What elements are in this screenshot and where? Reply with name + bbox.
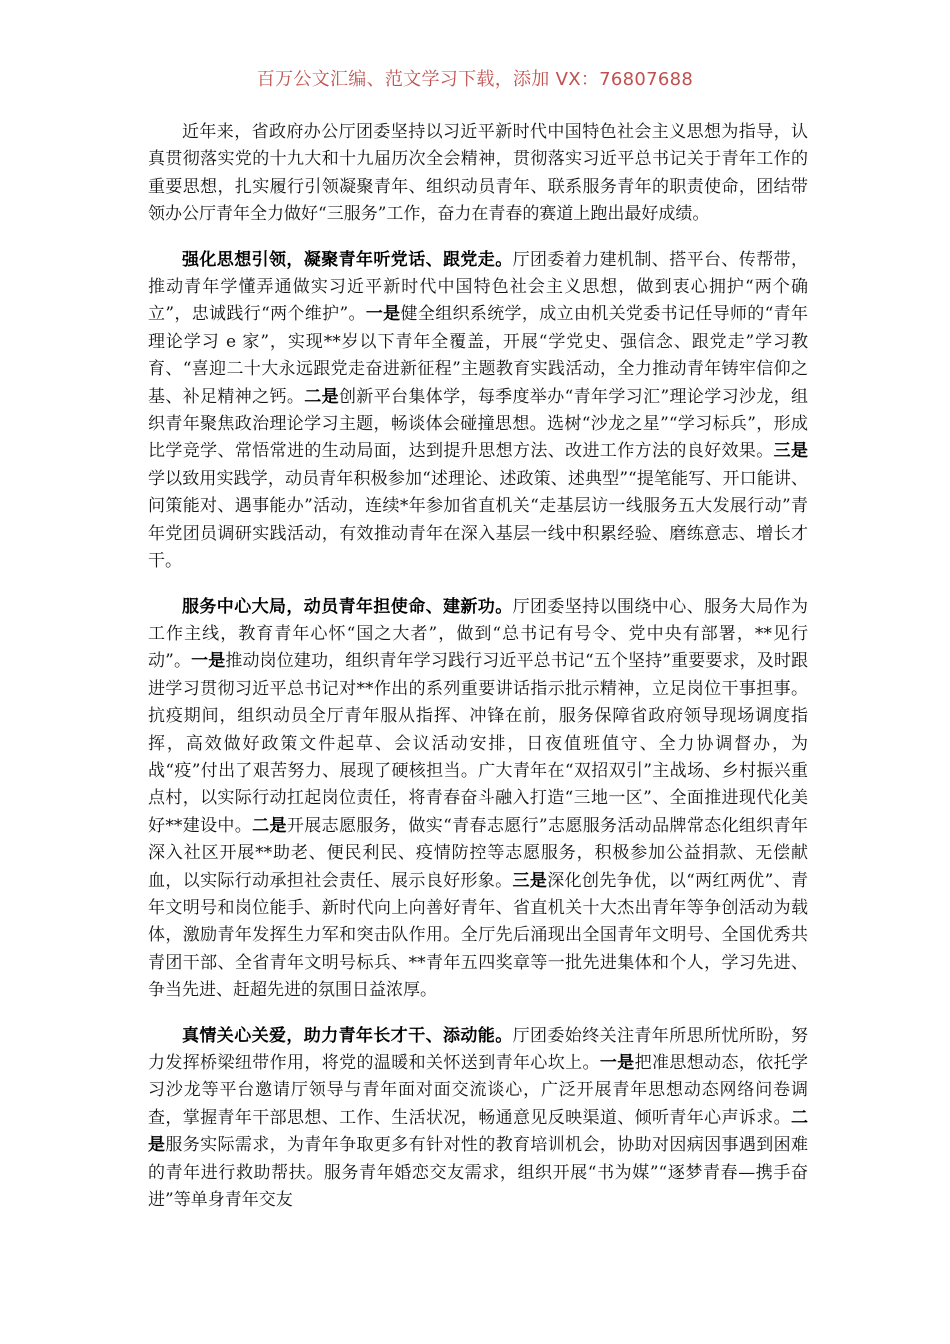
- paragraph-intro: [148, 119, 808, 229]
- document-body: [148, 119, 808, 1232]
- body-text: 创新平台集体学，每季度举办“青年学习汇”理论学习沙龙，组织青年聚焦政治理论学习主题，畅谈体会碰撞思想。选树“沙龙之星”“学习标兵”，形成比学竞学、常悟常进的生动局面，达到提升思想方法、改进工作方法的良好效果。: [148, 386, 809, 462]
- paragraph-care-youth: [148, 1023, 808, 1215]
- bold-lead-text: 一是: [599, 1053, 635, 1073]
- bold-lead-text: 服务中心大局，动员青年担使命、建新功。: [182, 596, 513, 617]
- body-text: 厅团委坚持以围绕中心、服务大局作为工作主线，教育青年心怀“国之大者”，做到“总书记有号令、党中央有部署，**见行动”。: [148, 596, 809, 672]
- bold-lead-text: 一是: [365, 304, 401, 325]
- bold-lead-text: 二是: [148, 1107, 808, 1156]
- bold-lead-text: 二是: [304, 386, 339, 407]
- body-text: 深化创先争优，以“两红两优”、青年文明号和岗位能手、新时代向上向善好青年、省直机关十大杰出青年等争创活动为载体，激励青年发挥生力军和突击队作用。全厅先后涌现出全国青年文明号、全国优秀共青团干部、全省青年文明号标兵、**青年五四奖章等一批先进集体和个人，学习先进、争当先进、赶超先进的氛围日益浓厚。: [148, 870, 809, 1001]
- bold-lead-text: 三是: [512, 870, 548, 891]
- body-text: 服务实际需求，为青年争取更多有针对性的教育培训机会，协助对因病因事遇到困难的青年进行救助帮扶。服务青年婚恋交友需求，组织开展“书为媒”“逐梦青春—携手奋进”等单身青年交友: [148, 1135, 809, 1211]
- body-text: 开展志愿服务，做实“青春志愿行”志愿服务活动品牌常态化组织青年深入社区开展**助老、便民利民、疫情防控等志愿服务，积极参加公益捐款、无偿献血，以实际行动承担社会责任、展示良好形象。: [148, 815, 808, 891]
- body-text: 厅团委着力建机制、搭平台、传帮带，推动青年学懂弄通做实习近平新时代中国特色社会主义思想，做到衷心拥护“两个确立”，忠诚践行“两个维护”。: [148, 249, 809, 325]
- body-text: 近年来，省政府办公厅团委坚持以习近平新时代中国特色社会主义思想为指导，认真贯彻落实党的十九大和十九届历次全会精神，贯彻落实习近平总书记关于青年工作的重要思想，扎实履行引领凝聚青年、组织动员青年、联系服务青年的职责使命，团结带领办公厅青年全力做好“三服务”工作，奋力在青春的赛道上跑出最好成绩。: [148, 122, 808, 225]
- body-text: 推动岗位建功，组织青年学习践行习近平总书记“五个坚持”重要要求，及时跟进学习贯彻习近平总书记对**作出的系列重要讲话指示批示精神，立足岗位干事担事。抗疫期间，组织动员全厅青年服从指挥、冲锋在前，服务保障省政府领导现场调度指挥，高效做好政策文件起草、会议活动安排，日夜值班值守、全力协调督办，为战“疫”付出了艰苦努力、展现了硬核担当。广大青年在“双招双引”主战场、乡村振兴重点村，以实际行动扛起岗位责任，将青春奋斗融入打造“三地一区”、全面推进现代化美好**建设中。: [148, 651, 809, 836]
- bold-lead-text: 一是: [191, 651, 226, 672]
- bold-lead-text: 二是: [252, 815, 287, 836]
- bold-lead-text: 真情关心关爱，助力青年长才干、添动能。: [182, 1025, 513, 1046]
- promo-header: 百万公文汇编、范文学习下载，添加 VX：76807688: [256, 69, 694, 90]
- body-text: 把准思想动态，依托学习沙龙等平台邀请厅领导与青年面对面交流谈心，广泛开展青年思想动态网络问卷调查，掌握青年干部思想、工作、生活状况，畅通意见反映渠道、倾听青年心声诉求。: [148, 1053, 809, 1128]
- body-text: 健全组织系统学，成立由机关党委书记任导师的“青年理论学习 e 家”，实现**岁以下青年全覆盖，开展“学党史、强信念、跟党走”学习教育、“喜迎二十大永远跟党走奋进新征程”主题教育实践活动，全力推动青年铸牢信仰之基、补足精神之钙。: [148, 304, 809, 407]
- paragraph-serve-center: [148, 594, 808, 1005]
- bold-lead-text: 三是: [773, 441, 809, 462]
- body-text: 学以致用实践学，动员青年积极参加“述理论、述政策、述典型”“提笔能写、开口能讲、问策能对、遇事能办”活动，连续*年参加省直机关“走基层访一线服务五大发展行动”青年党团员调研实践活动，有效推动青年在深入基层一线中积累经验、磨练意志、增长才干。: [148, 468, 808, 572]
- body-text: 厅团委始终关注青年所思所忧所盼，努力发挥桥梁纽带作用，将党的温暖和关怀送到青年心坎上。: [148, 1025, 809, 1073]
- bold-lead-text: 强化思想引领，凝聚青年听党话、跟党走。: [182, 249, 513, 270]
- paragraph-ideological-guidance: [148, 247, 808, 576]
